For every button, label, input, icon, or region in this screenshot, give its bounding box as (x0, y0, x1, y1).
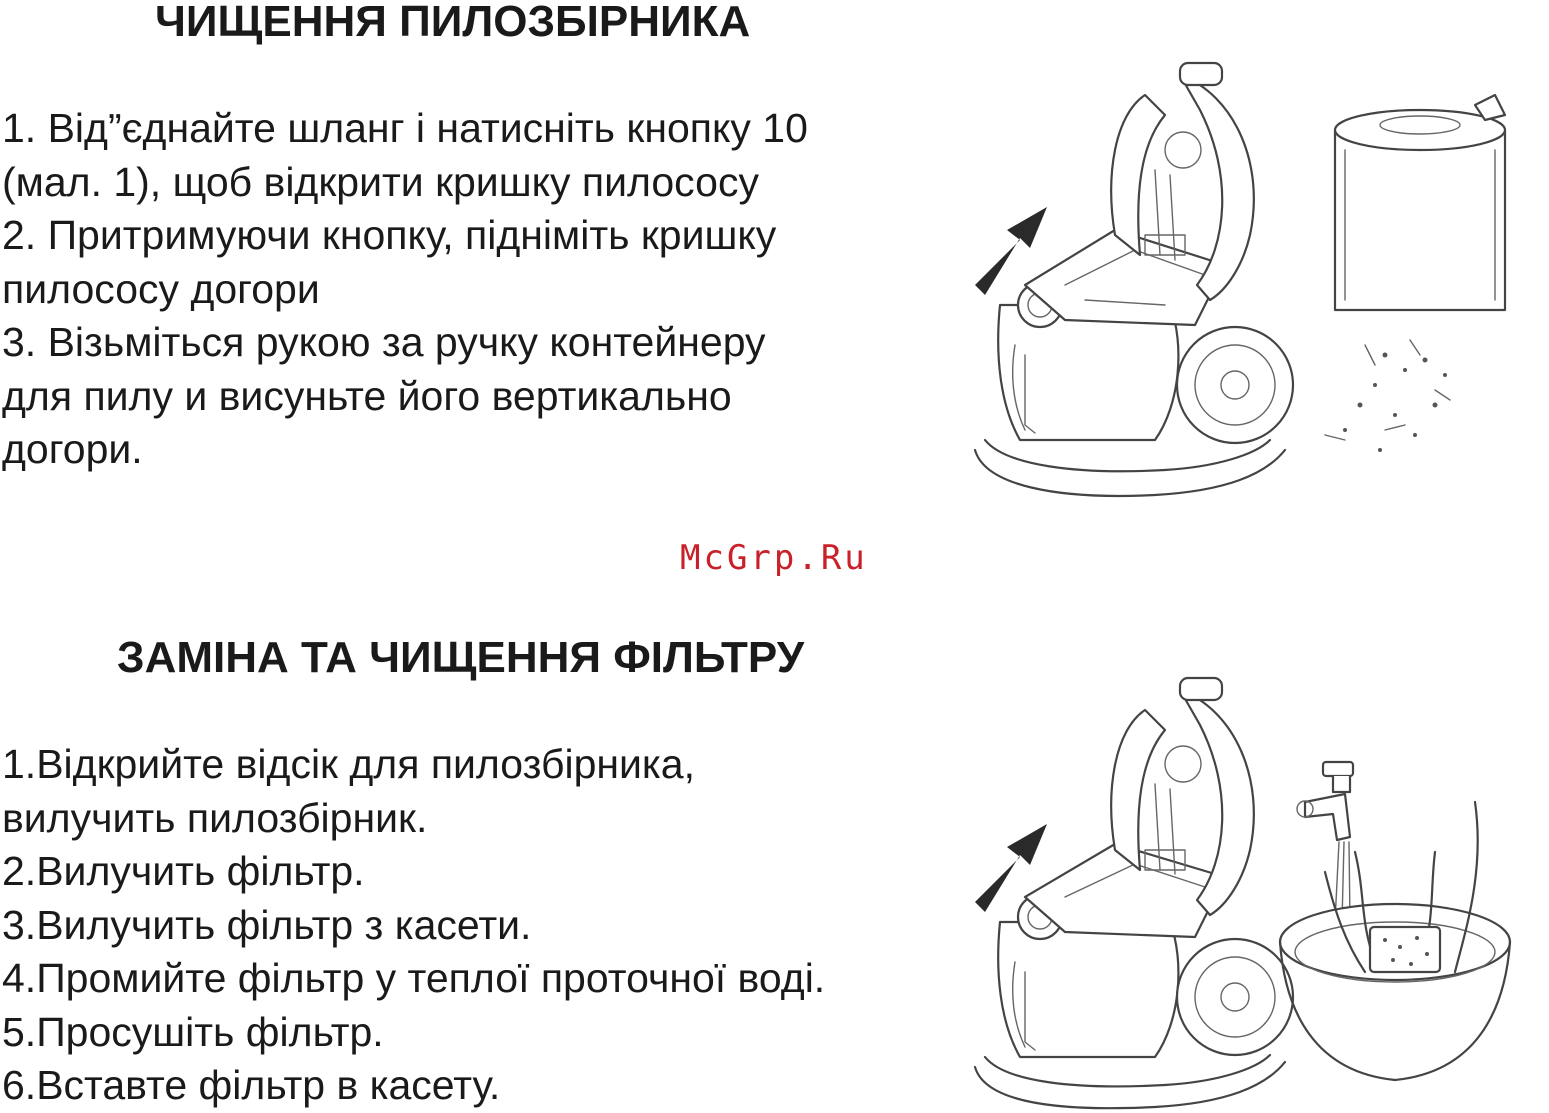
step-line: 1.Відкрийте відсік для пилозбірника, (2, 741, 695, 787)
filter-replacement-steps (2, 738, 825, 1113)
step-line: 3. Візьміться рукою за ручку контейнеру (2, 319, 766, 365)
section-title-filter-replacement: ЗАМІНА ТА ЧИЩЕННЯ ФІЛЬТРУ (117, 633, 805, 682)
step-line: вилучить пилозбірник. (2, 794, 428, 841)
step-line: 2. Притримуючи кнопку, підніміть кришку (2, 212, 777, 258)
vacuum-cleaner-drawing (975, 678, 1293, 1108)
step-line: 1. Від”єднайте шланг і натисніть кнопку 10 (2, 105, 808, 151)
step-line: 5.Просушіть фільтр. (2, 1008, 384, 1055)
dust-container-cleaning-steps (2, 102, 808, 477)
step-line: пилососу догори (2, 265, 320, 312)
step-line: 2.Вилучить фільтр. (2, 848, 365, 894)
step-line: 4.Промийте фільтр у теплої проточної воді. (2, 955, 826, 1001)
illustration-open-lid-empty-container (965, 55, 1525, 505)
step-line: 3.Вилучить фільтр з касети. (2, 901, 532, 948)
illustration-open-lid-wash-filter (965, 672, 1525, 1112)
step-line: догори. (2, 426, 143, 472)
step-line: (мал. 1), щоб відкрити кришку пилососу (2, 158, 759, 205)
faucet-and-basin-drawing (1280, 762, 1510, 1080)
step-line: 6.Вставте фільтр в касету. (2, 1062, 501, 1108)
vacuum-cleaner-drawing (975, 63, 1293, 496)
section-title-dust-container-cleaning: ЧИЩЕННЯ ПИЛОЗБІРНИКА (155, 0, 751, 46)
watermark: McGrp.Ru (680, 538, 868, 578)
step-line: для пилу и висуньте його вертикально (2, 372, 732, 419)
dust-container-drawing (1325, 95, 1505, 452)
